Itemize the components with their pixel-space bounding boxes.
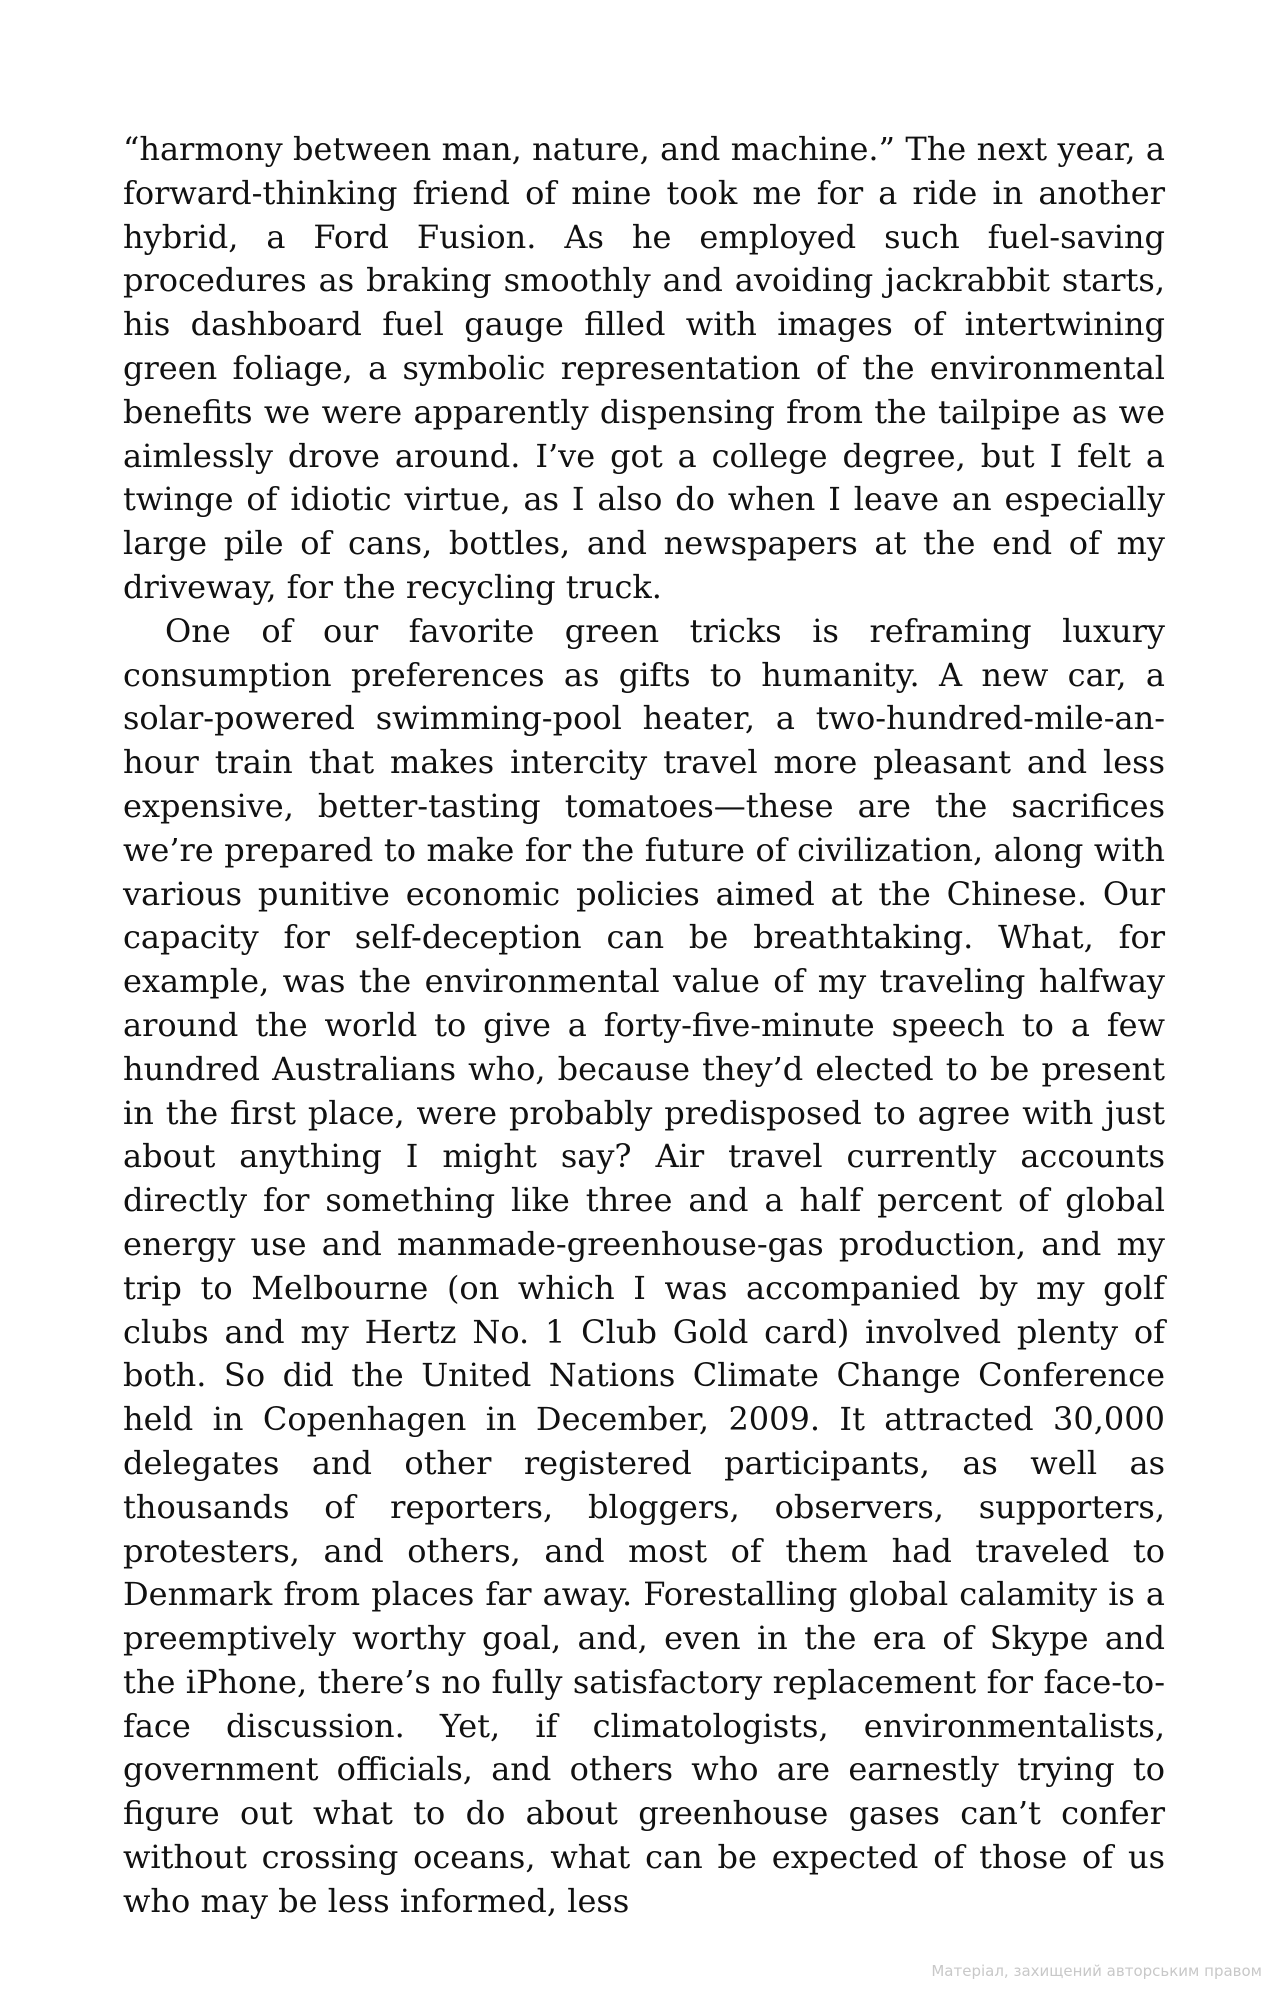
body-text [123, 128, 1165, 1924]
paragraph-1: “harmony between man, nature, and machine.” The next year, a forward-thinking friend of mine took me for a ride in another hybrid, a Ford Fusion. As he employed such fuel-saving procedures as braking smoothly and avoiding jackrabbit starts, his dashboard fuel gauge filled with images of intertwining green foliage, a symbolic representation of the environmental benefits we were apparently dispensing from the tailpipe as we aimlessly drove around. I’ve got a college degree, but I felt a twinge of idiotic virtue, as I also do when I leave an especially large pile of cans, bottles, and newspapers at the end of my driveway, for the recycling truck. [123, 130, 1165, 606]
copyright-watermark: Матеріал, захищений авторським правом [931, 1962, 1262, 1980]
paragraph-2: One of our favorite green tricks is reframing luxury consumption preferences as gifts to humanity. A new car, a solar-powered swimming-pool heater, a two-hundred-mile-an-hour train that makes intercity travel more pleasant and less expensive, better-tasting tomatoes—these are the sacrifices we’re prepared to make for the future of civilization, along with various punitive economic policies aimed at the Chinese. Our capacity for self-deception can be breathtaking. What, for example, was the environmental value of my traveling halfway around the world to give a forty-five-minute speech to a few hundred Australians who, because they’d elected to be present in the first place, were probably predisposed to agree with just about anything I might say? Air travel currently accounts directly for something like three and a half percent of global energy use and manmade-greenhouse-gas production, and my trip to Melbourne (on which I was accompanied by my golf clubs and my Hertz No. 1 Club Gold card) involved plenty of both. So did the United Nations Climate Change Conference held in Copenhagen in December, 2009. It attracted 30,000 delegates and other registered participants, as well as thousands of reporters, bloggers, observers, supporters, protesters, and others, and most of them had traveled to Denmark from places far away. Forestalling global calamity is a preemptively worthy goal, and, even in the era of Skype and the iPhone, there’s no fully satisfactory replacement for face-to-face discussion. Yet, if climatologists, environmentalists, government officials, and others who are earnestly trying to figure out what to do about greenhouse gases can’t confer without crossing oceans, what can be expected of those of us who may be less informed, less [123, 611, 1165, 1920]
